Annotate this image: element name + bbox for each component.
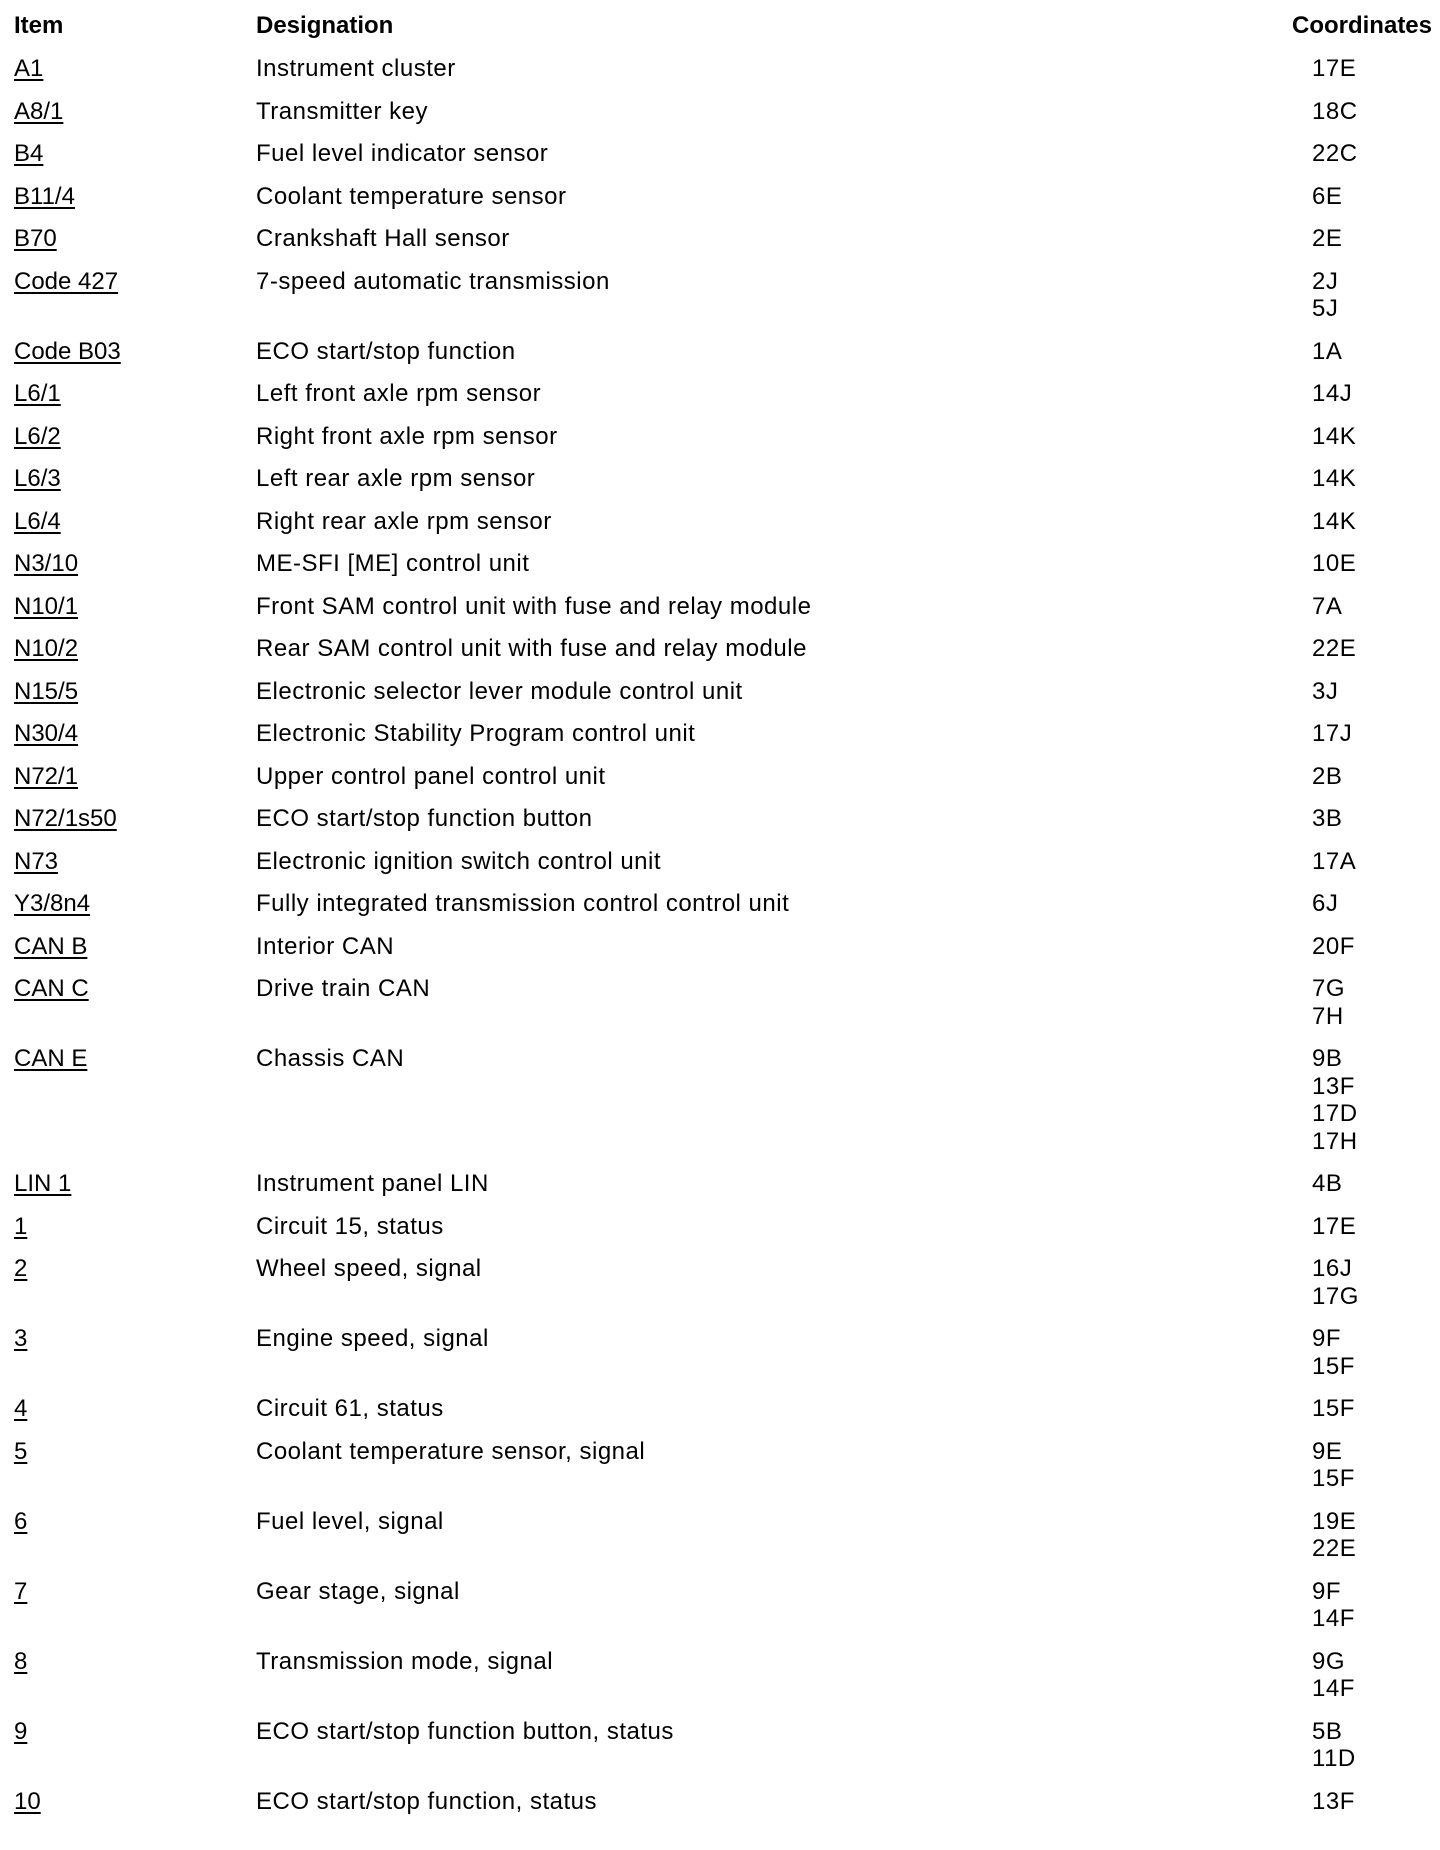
coordinates-cell <box>1312 508 1440 536</box>
coordinates-cell <box>1312 423 1440 451</box>
item-link[interactable]: N72/1 <box>14 762 79 790</box>
table-row <box>0 720 1440 763</box>
item-link[interactable]: N15/5 <box>14 677 79 705</box>
table-row <box>0 635 1440 678</box>
coordinate-value: 14K <box>1312 507 1357 535</box>
legend-table-body <box>0 55 1440 1830</box>
table-row <box>0 1395 1440 1438</box>
table-row <box>0 465 1440 508</box>
designation-text: Electronic Stability Program control unit <box>256 720 696 747</box>
coordinate-value: 15F <box>1312 1395 1355 1422</box>
coordinate-value: 3B <box>1312 805 1343 832</box>
designation-text: Coolant temperature sensor, signal <box>256 1437 646 1465</box>
designation-text: Fuel level indicator sensor <box>256 140 549 167</box>
coordinate-value: 17E <box>1312 55 1357 82</box>
designation-text: Rear SAM control unit with fuse and relay module <box>256 635 807 662</box>
table-row <box>0 55 1440 98</box>
item-link[interactable]: 6 <box>14 1507 28 1535</box>
table-row <box>0 933 1440 976</box>
coordinates-cell <box>1312 1648 1440 1703</box>
item-link[interactable]: CAN E <box>14 1045 88 1072</box>
designation-text: Left rear axle rpm sensor <box>256 465 536 492</box>
coordinates-cell <box>1312 890 1440 918</box>
coordinates-cell <box>1312 1395 1440 1423</box>
designation-text: Drive train CAN <box>256 975 431 1002</box>
designation-text: Upper control panel control unit <box>256 762 606 790</box>
table-row <box>0 508 1440 551</box>
coordinate-value: 18C <box>1312 97 1358 125</box>
coordinate-value: 17G <box>1312 1282 1359 1310</box>
coordinates-cell <box>1312 183 1440 211</box>
designation-text: Transmission mode, signal <box>256 1647 554 1675</box>
table-row <box>0 890 1440 933</box>
designation-text: ECO start/stop function <box>256 337 516 365</box>
designation-text: Electronic selector lever module control unit <box>256 677 743 705</box>
item-link[interactable]: Code 427 <box>14 267 119 295</box>
table-row <box>0 975 1440 1045</box>
designation-text: Transmitter key <box>256 97 428 125</box>
coordinate-value: 7H <box>1312 1002 1344 1030</box>
item-link[interactable]: L6/2 <box>14 422 61 450</box>
designation-text: Electronic ignition switch control unit <box>256 847 662 875</box>
designation-text: Instrument panel LIN <box>256 1170 489 1197</box>
item-link[interactable]: N30/4 <box>14 720 79 747</box>
coordinate-value: 22E <box>1312 635 1357 662</box>
coordinates-cell <box>1312 1325 1440 1380</box>
coordinates-cell <box>1312 1508 1440 1563</box>
designation-text: ECO start/stop function, status <box>256 1787 597 1815</box>
coordinates-cell <box>1312 380 1440 408</box>
designation-text: Circuit 15, status <box>256 1212 444 1240</box>
table-row <box>0 678 1440 721</box>
item-link[interactable]: A8/1 <box>14 97 64 125</box>
coordinate-value: 7G <box>1312 975 1346 1002</box>
table-row <box>0 763 1440 806</box>
coordinates-cell <box>1312 1170 1440 1198</box>
coordinate-value: 5J <box>1312 295 1339 322</box>
coordinates-cell <box>1312 678 1440 706</box>
designation-column-header: Designation <box>256 12 394 39</box>
coordinate-value: 17H <box>1312 1127 1358 1155</box>
coordinate-value: 13F <box>1312 1072 1355 1100</box>
coordinates-cell <box>1312 465 1440 493</box>
coordinates-cell <box>1312 933 1440 961</box>
designation-text: Crankshaft Hall sensor <box>256 225 510 252</box>
table-row <box>0 98 1440 141</box>
coordinate-value: 11D <box>1312 1745 1356 1772</box>
item-link[interactable]: N72/1s50 <box>14 805 117 832</box>
table-row <box>0 805 1440 848</box>
table-row <box>0 550 1440 593</box>
designation-text: Right front axle rpm sensor <box>256 422 558 450</box>
designation-text: Fuel level, signal <box>256 1507 444 1535</box>
table-row <box>0 593 1440 636</box>
coordinate-value: 17E <box>1312 1212 1357 1240</box>
item-link[interactable]: B70 <box>14 225 57 252</box>
item-link[interactable]: L6/1 <box>14 380 61 407</box>
table-row <box>0 1508 1440 1578</box>
coordinate-value: 19E <box>1312 1507 1357 1535</box>
coordinate-value: 6E <box>1312 182 1343 210</box>
item-link[interactable]: 2 <box>14 1255 28 1282</box>
coordinates-cell <box>1312 593 1440 621</box>
coordinate-value: 14F <box>1312 1675 1355 1702</box>
item-link[interactable]: 10 <box>14 1787 41 1815</box>
item-link[interactable]: 8 <box>14 1647 28 1675</box>
coordinate-value: 10E <box>1312 550 1357 577</box>
coordinates-cell <box>1312 1788 1440 1816</box>
item-link[interactable]: CAN B <box>14 932 88 960</box>
coordinate-value: 22E <box>1312 1535 1357 1562</box>
coordinates-cell <box>1312 140 1440 168</box>
coordinate-value: 17D <box>1312 1100 1358 1127</box>
coordinates-column-header: Coordinates <box>1291 12 1432 39</box>
designation-text: Gear stage, signal <box>256 1577 460 1605</box>
coordinates-cell <box>1312 1578 1440 1633</box>
coordinate-value: 1A <box>1312 337 1343 365</box>
coordinate-value: 9G <box>1312 1647 1346 1675</box>
item-link[interactable]: LIN 1 <box>14 1170 72 1197</box>
coordinate-value: 3J <box>1312 677 1339 705</box>
designation-text: Right rear axle rpm sensor <box>256 507 552 535</box>
table-row <box>0 1648 1440 1718</box>
table-row <box>0 140 1440 183</box>
designation-text: Wheel speed, signal <box>256 1255 482 1282</box>
designation-text: Coolant temperature sensor <box>256 182 567 210</box>
coordinate-value: 9F <box>1312 1325 1342 1352</box>
designation-text: Left front axle rpm sensor <box>256 380 542 407</box>
table-row <box>0 1718 1440 1788</box>
table-row <box>0 380 1440 423</box>
designation-text: Fully integrated transmission control control unit <box>256 890 790 917</box>
coordinate-value: 14K <box>1312 465 1357 492</box>
coordinate-value: 9E <box>1312 1437 1343 1465</box>
table-row <box>0 848 1440 891</box>
coordinate-value: 7A <box>1312 592 1343 620</box>
table-row <box>0 1213 1440 1256</box>
coordinate-value: 14J <box>1312 380 1353 407</box>
table-row <box>0 183 1440 226</box>
item-link[interactable]: 9 <box>14 1717 28 1745</box>
table-row <box>0 1170 1440 1213</box>
item-link[interactable]: 3 <box>14 1325 28 1352</box>
designation-text: Interior CAN <box>256 932 395 960</box>
coordinates-cell <box>1312 1045 1440 1155</box>
item-link[interactable]: B4 <box>14 140 44 167</box>
item-link[interactable]: N10/1 <box>14 592 79 620</box>
coordinate-value: 22C <box>1312 140 1358 167</box>
coordinates-cell <box>1312 1255 1440 1310</box>
coordinate-value: 17J <box>1312 720 1353 747</box>
designation-text: Instrument cluster <box>256 55 456 82</box>
coordinate-value: 16J <box>1312 1255 1353 1282</box>
coordinate-value: 15F <box>1312 1352 1355 1380</box>
coordinate-value: 20F <box>1312 932 1355 960</box>
designation-text: ECO start/stop function button, status <box>256 1717 674 1745</box>
designation-text: 7-speed automatic transmission <box>256 267 610 295</box>
coordinates-cell <box>1312 98 1440 126</box>
designation-text: Circuit 61, status <box>256 1395 444 1422</box>
coordinates-cell <box>1312 1438 1440 1493</box>
coordinate-value: 2B <box>1312 762 1343 790</box>
item-link[interactable]: 4 <box>14 1395 28 1422</box>
coordinate-value: 14K <box>1312 422 1357 450</box>
designation-text: ME-SFI [ME] control unit <box>256 550 530 577</box>
coordinate-value: 9F <box>1312 1577 1342 1605</box>
coordinates-cell <box>1312 1718 1440 1773</box>
coordinates-cell <box>1312 805 1440 833</box>
table-row <box>0 1578 1440 1648</box>
coordinates-cell <box>1312 268 1440 323</box>
table-row <box>0 225 1440 268</box>
coordinates-cell <box>1312 550 1440 578</box>
coordinates-cell <box>1312 848 1440 876</box>
designation-text: Chassis CAN <box>256 1045 405 1072</box>
coordinate-value: 15F <box>1312 1465 1355 1492</box>
item-link[interactable]: N73 <box>14 847 59 875</box>
table-row <box>0 268 1440 338</box>
table-row <box>0 1045 1440 1170</box>
item-link[interactable]: B11/4 <box>14 182 75 210</box>
table-row <box>0 423 1440 466</box>
designation-text: ECO start/stop function button <box>256 805 593 832</box>
item-link[interactable]: L6/3 <box>14 465 61 492</box>
designation-text: Front SAM control unit with fuse and relay module <box>256 592 812 620</box>
table-row <box>0 338 1440 381</box>
coordinate-value: 17A <box>1312 847 1357 875</box>
coordinate-value: 2J <box>1312 267 1339 295</box>
item-link[interactable]: N3/10 <box>14 550 79 577</box>
table-row <box>0 1255 1440 1325</box>
item-link[interactable]: Code B03 <box>14 337 121 365</box>
item-link[interactable]: A1 <box>14 55 44 82</box>
item-link[interactable]: 7 <box>14 1577 28 1605</box>
coordinate-value: 2E <box>1312 225 1343 252</box>
item-link[interactable]: N10/2 <box>14 635 79 662</box>
coordinates-cell <box>1312 635 1440 663</box>
coordinate-value: 13F <box>1312 1787 1355 1815</box>
coordinate-value: 6J <box>1312 890 1339 917</box>
coordinate-value: 9B <box>1312 1045 1343 1072</box>
coordinates-cell <box>1312 975 1440 1030</box>
coordinates-cell <box>1312 225 1440 253</box>
coordinates-cell <box>1312 763 1440 791</box>
item-link[interactable]: CAN C <box>14 975 89 1002</box>
coordinate-value: 14F <box>1312 1605 1355 1632</box>
coordinates-cell <box>1312 1213 1440 1241</box>
table-row <box>0 1788 1440 1831</box>
table-row <box>0 1438 1440 1508</box>
table-row <box>0 1325 1440 1395</box>
coordinates-cell <box>1312 720 1440 748</box>
coordinates-cell <box>1312 55 1440 83</box>
item-link[interactable]: L6/4 <box>14 507 61 535</box>
item-link[interactable]: Y3/8n4 <box>14 890 91 917</box>
coordinates-cell <box>1312 338 1440 366</box>
designation-text: Engine speed, signal <box>256 1325 489 1352</box>
item-column-header: Item <box>14 12 64 39</box>
table-header <box>0 12 1440 40</box>
item-link[interactable]: 5 <box>14 1437 28 1465</box>
coordinate-value: 4B <box>1312 1170 1343 1197</box>
item-link[interactable]: 1 <box>14 1212 28 1240</box>
coordinate-value: 5B <box>1312 1717 1343 1745</box>
